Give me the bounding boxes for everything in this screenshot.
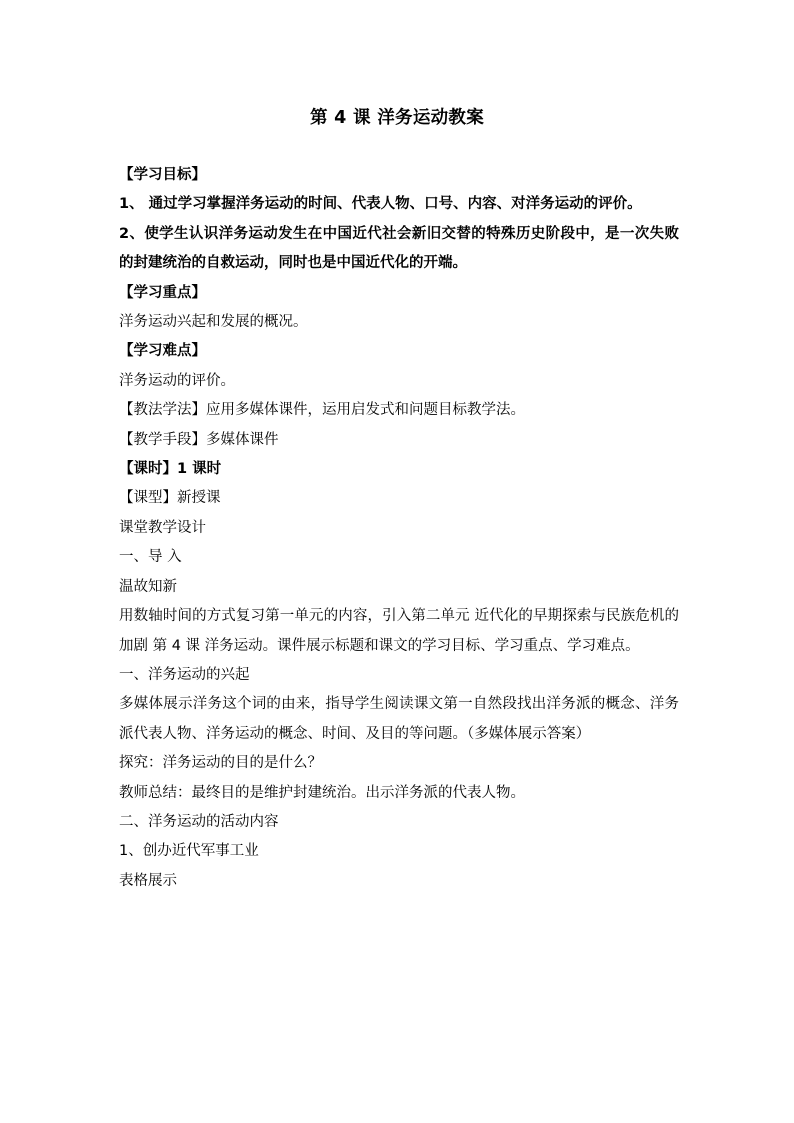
section-activities-heading: 二、洋务运动的活动内容 (119, 813, 279, 830)
section-heading-key-points: 【学习重点】 (119, 284, 206, 301)
class-type-line: 【课型】新授课 (119, 490, 221, 507)
section-heading-learning-goals: 【学习目标】 (119, 167, 206, 183)
section-heading-difficulties: 【学习难点】 (119, 343, 206, 360)
teacher-summary: 教师总结：最终目的是维护封建统治。出示洋务派的代表人物。 (119, 784, 525, 801)
page-title: 第 4 课 洋务运动教案 (309, 108, 485, 128)
classroom-design-heading: 课堂教学设计 (119, 519, 206, 536)
teaching-method-line: 【教法学法】应用多媒体课件，运用启发式和问题目标教学法。 (119, 402, 525, 419)
key-points-text: 洋务运动兴起和发展的概况。 (119, 314, 308, 331)
rise-paragraph: 多媒体展示洋务这个词的由来，指导学生阅读课文第一自然段找出洋务派的概念、洋务派代表人物、洋务运动的概念、时间、及目的等问题。（多媒体展示答案） (119, 696, 679, 742)
explore-question: 探究：洋务运动的目的是什么？ (119, 755, 322, 772)
activity-item-1: 1、创办近代军事工业 (119, 843, 259, 860)
teaching-means-line: 【教学手段】多媒体课件 (119, 431, 279, 448)
section-introduction: 一、导 入 (119, 549, 182, 566)
class-hours-line: 【课时】1 课时 (119, 461, 222, 478)
review-paragraph: 用数轴时间的方式复习第一单元的内容，引入第二单元 近代化的早期探索与民族危机的加剧 第 4 课 洋务运动。课件展示标题和课文的学习目标、学习重点、学习难点。 (119, 608, 679, 654)
difficulties-text: 洋务运动的评价。 (119, 372, 235, 389)
section-rise-heading: 一、洋务运动的兴起 (119, 666, 250, 683)
goal-item-2: 2、使学生认识洋务运动发生在中国近代社会新旧交替的特殊历史阶段中，是一次失败的封建统治的自救运动，同时也是中国近代化的开端。 (119, 225, 679, 272)
goal-item-1: 1、 通过学习掌握洋务运动的时间、代表人物、口号、内容、对洋务运动的评价。 (119, 196, 642, 213)
review-heading: 温故知新 (119, 578, 177, 595)
document-body (119, 161, 679, 896)
table-display-line: 表格展示 (119, 872, 177, 889)
